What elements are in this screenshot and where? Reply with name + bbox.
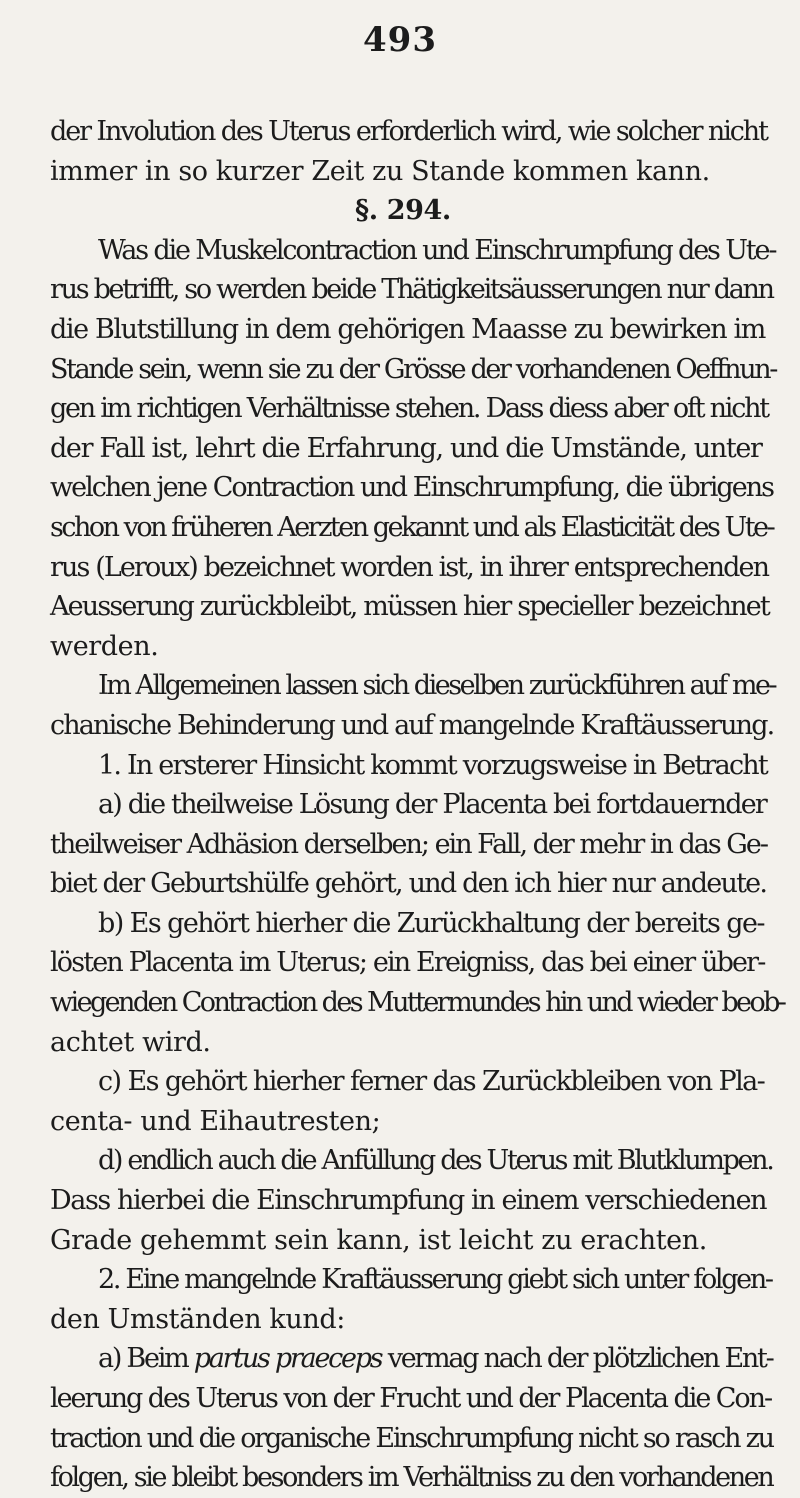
text-line: chanische Behinderung und auf mangelnde Kraftäusserung. (50, 709, 774, 741)
text-line: traction und die organische Einschrumpfung nicht so rasch zu (50, 1422, 773, 1454)
text-line: Dass hierbei die Einschrumpfung in einem verschiedenen (50, 1185, 767, 1217)
text-span: vermag nach der plötzlichen Ent- (381, 1343, 773, 1375)
text-line: die Blutstillung in dem gehörigen Maasse zu bewirken im (50, 313, 765, 345)
text-line: 2. Eine mangelnde Kraftäusserung giebt sich unter folgen- (98, 1264, 772, 1296)
text-line: den Umständen kund: (50, 1303, 345, 1335)
text-line: gen im richtigen Verhältnisse stehen. Dass diess aber oft nicht (50, 393, 768, 425)
text-line: theilweiser Adhäsion derselben; ein Fall, der mehr in das Ge- (50, 828, 767, 860)
text-line: welchen jene Contraction und Einschrumpfung, die übrigens (50, 472, 773, 504)
page-number: 493 (363, 20, 437, 60)
text-line: werden. (50, 630, 159, 662)
italic-term: partus praeceps (193, 1343, 382, 1375)
text-line: b) Es gehört hierher die Zurückhaltung der bereits ge- (98, 907, 764, 939)
text-line: rus betrifft, so werden beide Thätigkeitsäusserungen nur dann (50, 274, 773, 306)
text-line: folgen, sie bleibt besonders im Verhältniss zu den vorhandenen (50, 1462, 773, 1494)
text-line: lösten Placenta im Uterus; ein Ereigniss, das bei einer über- (50, 947, 765, 979)
text-line: Im Allgemeinen lassen sich dieselben zurückführen auf me- (98, 670, 776, 702)
text-line: immer in so kurzer Zeit zu Stande kommen kann. (50, 155, 710, 187)
text-line: schon von früheren Aerzten gekannt und als Elasticität des Ute- (50, 511, 774, 543)
text-line: centa- und Eihautresten; (50, 1105, 381, 1137)
text-line: 1. In ersterer Hinsicht kommt vorzugsweise in Betracht (98, 749, 767, 781)
text-line: Was die Muskelcontraction und Einschrumpfung des Ute- (98, 234, 776, 266)
text-line: der Fall ist, lehrt die Erfahrung, und die Umstände, unter (50, 432, 762, 464)
text-line (50, 1339, 773, 1379)
text-line: d) endlich auch die Anfüllung des Uterus mit Blutklumpen. (98, 1145, 773, 1177)
text-line: rus (Leroux) bezeichnet worden ist, in ihrer entsprechenden (50, 551, 769, 583)
body-text (50, 112, 785, 1498)
text-line: Grade gehemmt sein kann, ist leicht zu erachten. (50, 1224, 707, 1256)
text-line: Stande sein, wenn sie zu der Grösse der vorhandenen Oeffnun- (50, 353, 777, 385)
text-line: Aeusserung zurückbleibt, müssen hier specieller bezeichnet (50, 591, 769, 623)
section-heading: §. 294. (355, 195, 451, 227)
text-line: a) die theilweise Lösung der Placenta bei fortdauernder (98, 789, 766, 821)
text-span: a) Beim (98, 1343, 194, 1375)
text-line: der Involution des Uterus erforderlich wird, wie solcher nicht (50, 116, 767, 147)
text-line: achtet wird. (50, 1026, 211, 1058)
text-line: biet der Geburtshülfe gehört, und den ich hier nur andeute. (50, 868, 767, 900)
text-line: wiegenden Contraction des Muttermundes hin und wieder beob- (50, 987, 785, 1019)
text-line: leerung des Uterus von der Frucht und der Placenta die Con- (50, 1383, 772, 1414)
text-line: c) Es gehört hierher ferner das Zurückbleiben von Pla- (98, 1066, 765, 1098)
